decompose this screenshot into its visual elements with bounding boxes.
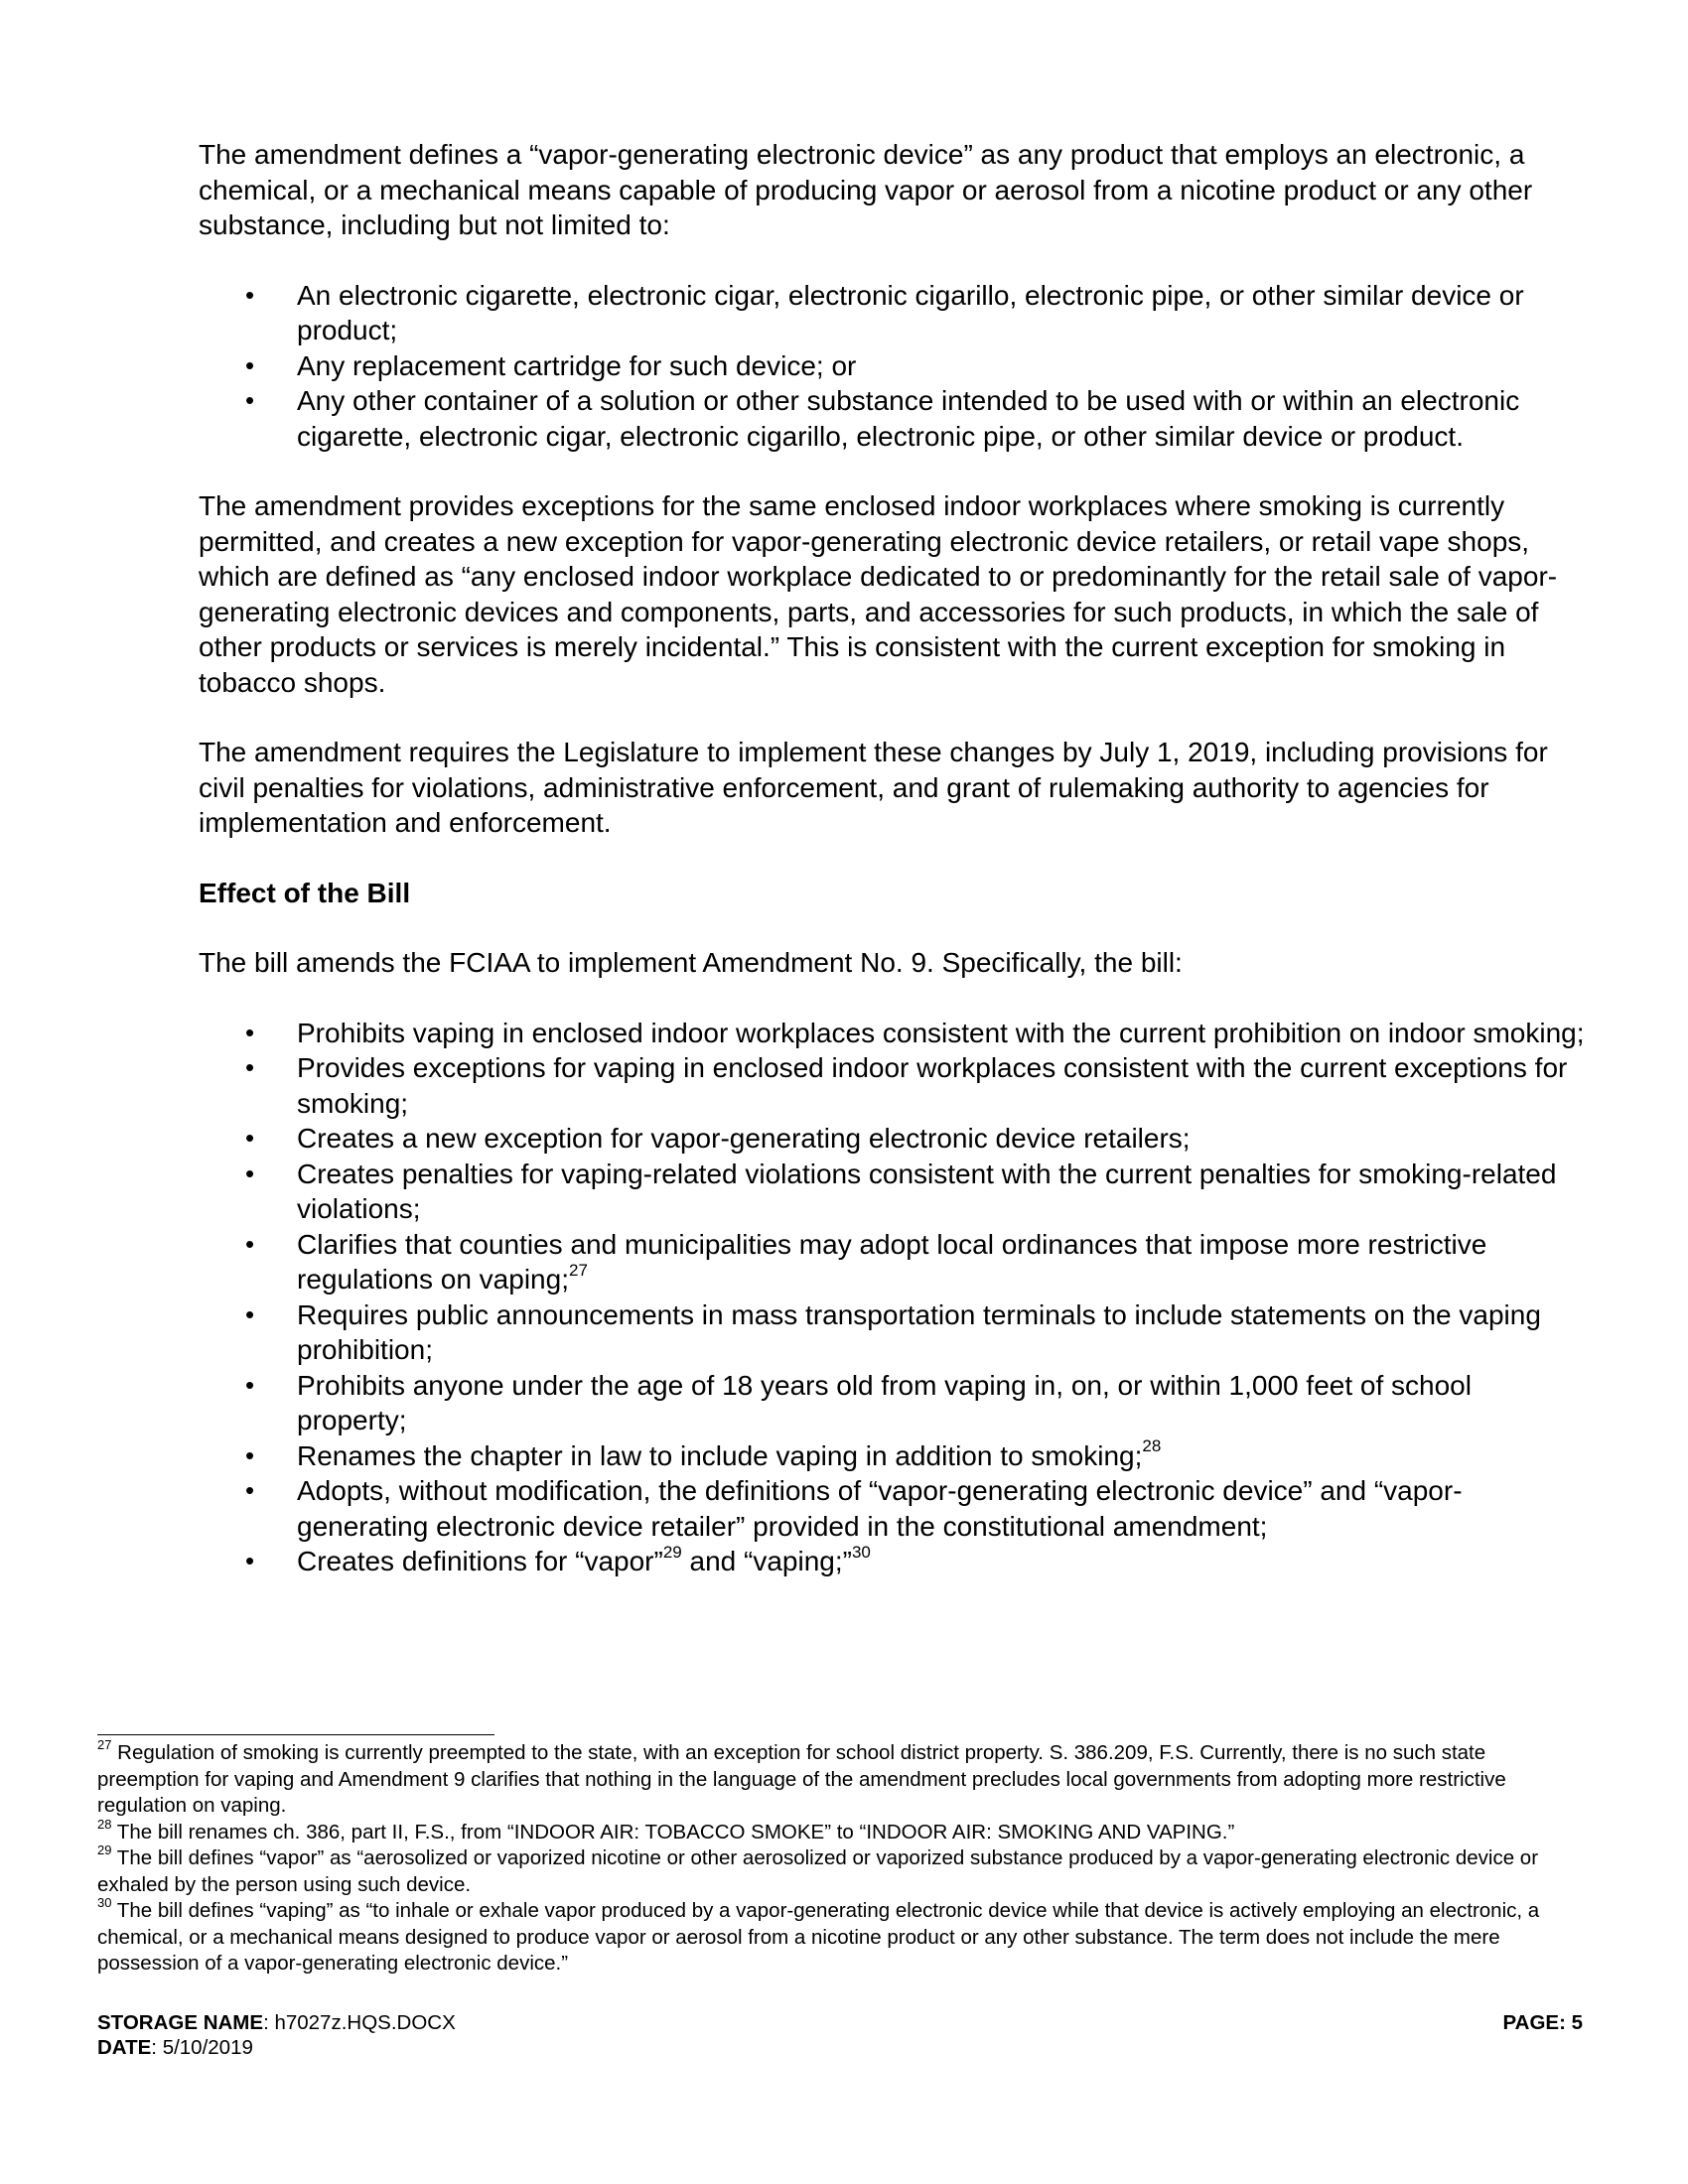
- list-item: • Provides exceptions for vaping in enclosed indoor workplaces consistent with the current exceptions for smoking;: [245, 1052, 1568, 1119]
- paragraph-implementation: The amendment requires the Legislature to implement these changes by July 1, 2019, including provisions for civil penalties for violations, administrative enforcement, and grant of rulemaking authority to agencies for implementation and enforcement.: [199, 737, 1548, 838]
- storage-name: STORAGE NAME: h7027z.HQS.DOCX: [97, 2011, 456, 2034]
- footnote: $^{27}$ Regulation of smoking is currently preempted to the state, with an exception for school district property. S. 386.209, F.S. Currently, there is no such state preemption for vaping and Amendment 9 clarifies that nothing in the language of the amendment precludes local governments from adopting more restrictive regulation on vaping.: [97, 1737, 1506, 1817]
- footnotes: [97, 1737, 1577, 1978]
- list-item: • An electronic cigarette, electronic cigar, electronic cigarillo, electronic pipe, or other similar device or product;: [245, 279, 1524, 345]
- list-item: • Creates definitions for “vapor”$^{29}$ and “vaping;”$^{30}$: [199, 1544, 1589, 1579]
- footnote-ref[interactable]: 29: [662, 1542, 682, 1562]
- footnote-ref[interactable]: 28: [1142, 1436, 1162, 1456]
- list-item: • Requires public announcements in mass transportation terminals to include statements on the vaping prohibition;: [245, 1298, 1541, 1365]
- footnote: $^{28}$ The bill renames ch. 386, part II, F.S., from “INDOOR AIR: TOBACCO SMOKE” to “INDOOR AIR: SMOKING AND VAPING.”: [97, 1816, 1235, 1843]
- bullet-icon: •: [245, 1369, 255, 1400]
- list-item: • Any replacement cartridge for such device; or: [199, 348, 1589, 384]
- footnote-separator: [97, 1734, 494, 1735]
- list-item: • Renames the chapter in law to include vaping in addition to smoking;$^{28}$: [199, 1438, 1589, 1474]
- footer-row-date: [97, 2035, 1583, 2060]
- list-item: • Creates penalties for vaping-related violations consistent with the current penalties for smoking-related violations;: [245, 1158, 1557, 1224]
- bullet-icon: •: [245, 1439, 255, 1470]
- bullet-icon: •: [245, 1017, 255, 1047]
- section-heading: Effect of the Bill: [199, 877, 411, 908]
- list-item: • Creates a new exception for vapor-generating electronic device retailers;: [199, 1121, 1589, 1157]
- footnote: $^{29}$ The bill defines “vapor” as “aerosolized or vaporized nicotine or other aerosolized or vaporized substance produced by a vapor-generating electronic device or exhaled by the person using such device.: [97, 1843, 1539, 1896]
- definition-bullet-list: [199, 278, 1589, 455]
- footer-row-storage: [97, 2010, 1583, 2035]
- bullet-icon: •: [245, 279, 255, 310]
- bullet-icon: •: [245, 1298, 255, 1329]
- bullet-icon: •: [245, 1228, 255, 1259]
- list-item: • Adopts, without modification, the definitions of “vapor-generating electronic device” and “vapor-generating electronic device retailer” provided in the constitutional amendment;: [245, 1475, 1463, 1542]
- list-item: • Clarifies that counties and municipalities may adopt local ordinances that impose more restrictive regulations on vaping;$^{27}$: [245, 1228, 1487, 1295]
- paragraph-exceptions: The amendment provides exceptions for the same enclosed indoor workplaces where smoking is currently permitted, and creates a new exception for vapor-generating electronic device retailers, or retail vape shops, which are defined as “any enclosed indoor workplace dedicated to or predominantly for the retail sale of vapor-generating electronic devices and components, parts, and accessories for such products, in which the sale of other products or services is merely incidental.” This is consistent with the current exception for smoking in tobacco shops.: [199, 490, 1558, 698]
- bullet-icon: •: [245, 385, 255, 415]
- paragraph-bill-intro: The bill amends the FCIAA to implement Amendment No. 9. Specifically, the bill:: [199, 947, 1183, 978]
- bullet-icon: •: [245, 1546, 255, 1575]
- document-date: DATE: 5/10/2019: [97, 2036, 253, 2059]
- page-number: PAGE: 5: [1502, 2011, 1583, 2034]
- footnote-ref[interactable]: 30: [851, 1542, 871, 1562]
- footnote: $^{30}$ The bill defines “vaping” as “to inhale or exhale vapor produced by a vapor-generating electronic device while that device is actively employing an electronic, a chemical, or a mechanical means designed to produce vapor or aerosol from a nicotine product or any other substance. The term does not include the mere possession of a vapor-generating electronic device.”: [97, 1895, 1540, 1975]
- bullet-icon: •: [245, 1052, 255, 1082]
- bullet-icon: •: [245, 349, 255, 380]
- list-item: • Prohibits anyone under the age of 18 years old from vaping in, on, or within 1,000 feet of school property;: [245, 1369, 1472, 1435]
- list-item: • Any other container of a solution or other substance intended to be used with or within an electronic cigarette, electronic cigar, electronic cigarillo, electronic pipe, or other similar device or product.: [245, 385, 1520, 452]
- paragraph-definition: The amendment defines a “vapor-generating electronic device” as any product that employs an electronic, a chemical, or a mechanical means capable of producing vapor or aerosol from a nicotine product or any other substance, including but not limited to:: [199, 139, 1533, 240]
- bullet-icon: •: [245, 1158, 255, 1188]
- footnote-ref[interactable]: 27: [568, 1260, 588, 1280]
- body-text: [199, 137, 1589, 1614]
- bill-bullet-list: [199, 1016, 1589, 1579]
- list-item: • Prohibits vaping in enclosed indoor workplaces consistent with the current prohibition on indoor smoking;: [199, 1016, 1589, 1051]
- bullet-icon: •: [245, 1475, 255, 1505]
- bullet-icon: •: [245, 1123, 255, 1153]
- page-footer: [97, 2010, 1583, 2060]
